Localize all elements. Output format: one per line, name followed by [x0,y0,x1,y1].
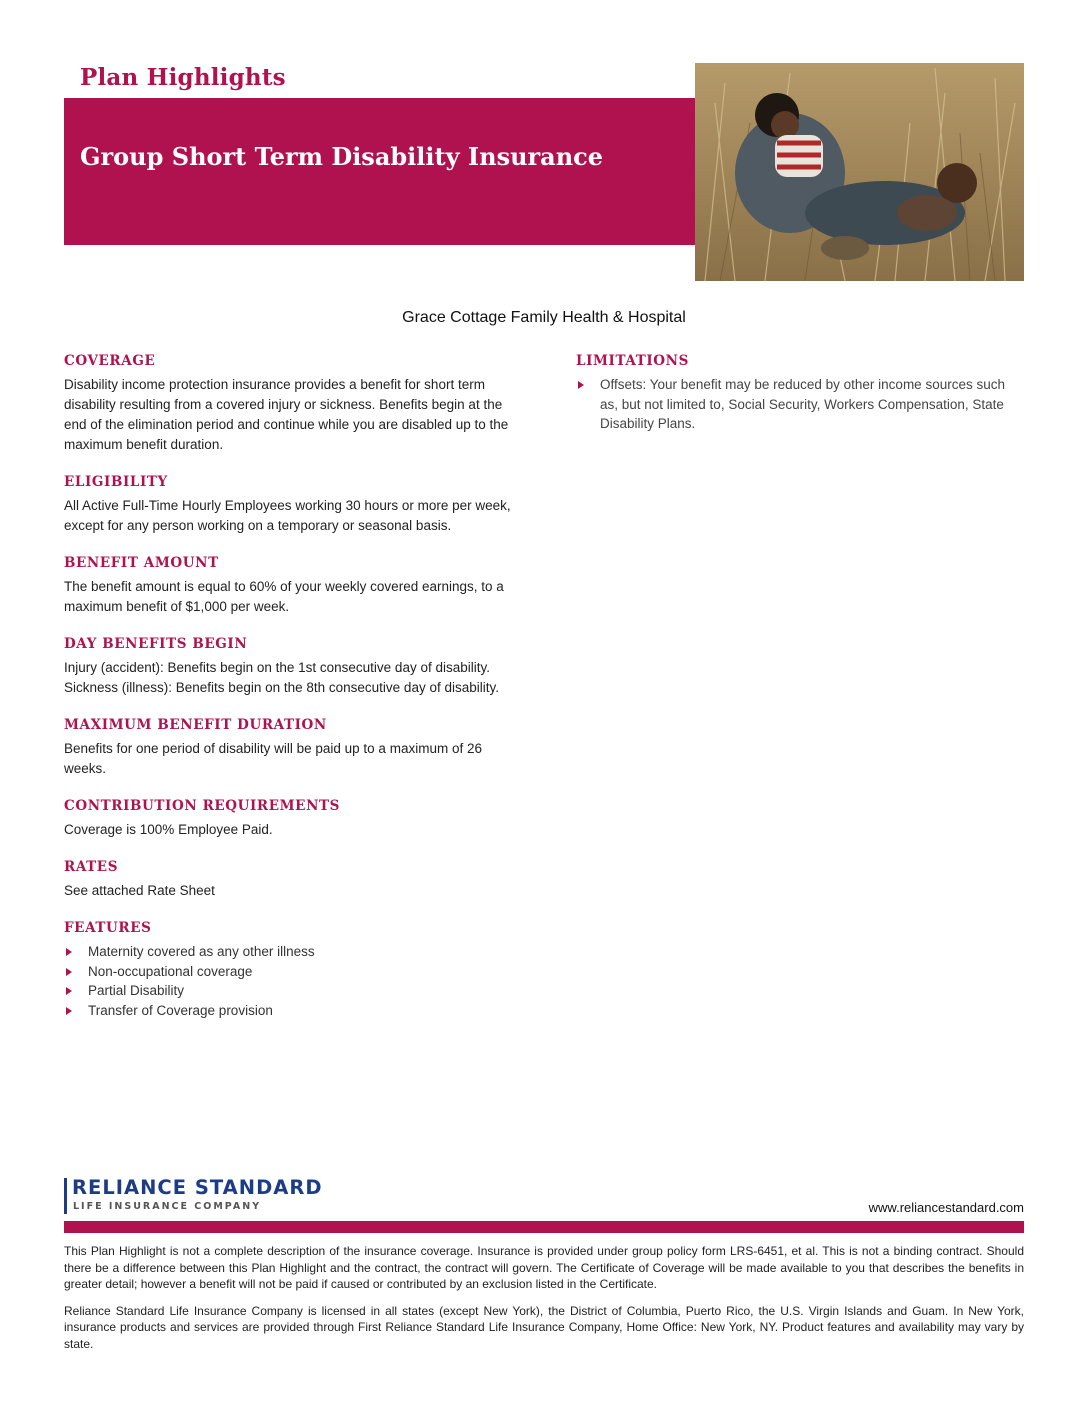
contribution-section [64,797,524,840]
list-item [64,962,524,982]
benefit-amount-section [64,554,524,617]
list-item [64,981,524,1001]
title-banner [64,98,695,245]
hero-photo [695,63,1024,281]
section-body [64,658,524,698]
max-benefit-duration-section [64,716,524,779]
logo-sub-text: LIFE INSURANCE COMPANY [73,1201,262,1212]
list-item-text: Maternity covered as any other illness [88,944,315,959]
list-item [576,375,1026,434]
disclaimer-paragraph: This Plan Highlight is not a complete description of the insurance coverage. Insurance is provided under group policy form LRS-6451, et al. This is not a binding contract. Should there be a difference between this Plan Highlight and the contract, the contract will govern. The Certificate of Coverage will be made available to you that describes the benefits in greater detail; however a benefit will not be paid if caused or contributed by an exclusion listed in the Certificate. [64,1244,1024,1291]
triangle-bullet-icon [66,948,72,956]
reliance-standard-logo [64,1176,364,1216]
features-list [64,942,524,1020]
website-link[interactable]: www.reliancestandard.com [868,1200,1024,1215]
page-title: Group Short Term Disability Insurance [80,142,604,171]
coverage-section [64,352,524,455]
section-body: Disability income protection insurance provides a benefit for short term disability resulting from a covered injury or sickness. Benefits begin at the end of the elimination period and continue while you are disabled up to the maximum benefit duration. [64,377,509,452]
triangle-bullet-icon [66,1007,72,1015]
logo-main-text: RELIANCE STANDARD [72,1176,323,1199]
rates-section [64,858,524,901]
list-item-text: Transfer of Coverage provision [88,1002,273,1018]
section-body: All Active Full-Time Hourly Employees working 30 hours or more per week, except for any person working on a temporary or seasonal basis. [64,498,511,533]
section-heading: RATES [64,859,119,875]
logo-bar [64,1178,67,1214]
disclaimer [64,1243,1024,1362]
features-section [64,919,524,1020]
limitations-section [576,352,1026,434]
triangle-bullet-icon [66,987,72,995]
triangle-bullet-icon [66,968,72,976]
day-benefits-begin-section [64,635,524,698]
plan-highlights-kicker: Plan Highlights [80,64,286,91]
employer-name: Grace Cottage Family Health & Hospital [402,309,686,326]
section-body: Coverage is 100% Employee Paid. [64,822,273,837]
triangle-bullet-icon [578,381,584,389]
section-heading: ELIGIBILITY [64,474,168,490]
injury-line: Injury (accident): Benefits begin on the 1st consecutive day of disability. [64,660,490,675]
list-item [64,1001,524,1021]
section-heading: DAY BENEFITS BEGIN [64,636,248,652]
section-heading: MAXIMUM BENEFIT DURATION [64,717,327,733]
section-body: The benefit amount is equal to 60% of your weekly covered earnings, to a maximum benefit of $1,000 per week. [64,579,504,614]
section-heading: CONTRIBUTION REQUIREMENTS [64,798,341,814]
disclaimer-paragraph: Reliance Standard Life Insurance Company is licensed in all states (except New York), the District of Columbia, Puerto Rico, the U.S. Virgin Islands and Guam. In New York, insurance products and services are provided through First Reliance Standard Life Insurance Company, Home Office: New York, NY. Product features and availability may vary by state. [64,1303,1024,1351]
section-heading: FEATURES [64,920,152,936]
section-heading: COVERAGE [64,353,156,369]
section-heading: LIMITATIONS [576,353,689,369]
right-column [576,352,1026,452]
list-item-text: Offsets: Your benefit may be reduced by other income sources such as, but not limited to, Social Security, Workers Compensation, State Disability Plans. [600,377,1005,431]
sickness-line: Sickness (illness): Benefits begin on the 8th consecutive day of disability. [64,680,499,695]
footer-divider [64,1221,1024,1233]
list-item-text: Partial Disability [88,983,185,998]
limitations-list [576,375,1026,434]
eligibility-section [64,473,524,536]
section-body: Benefits for one period of disability will be paid up to a maximum of 26 weeks. [64,741,482,776]
list-item [64,942,524,962]
section-heading: BENEFIT AMOUNT [64,555,219,571]
left-column [64,352,524,1038]
section-body: See attached Rate Sheet [64,883,215,898]
list-item-text: Non-occupational coverage [88,963,253,979]
family-in-grass-image [695,63,1024,281]
